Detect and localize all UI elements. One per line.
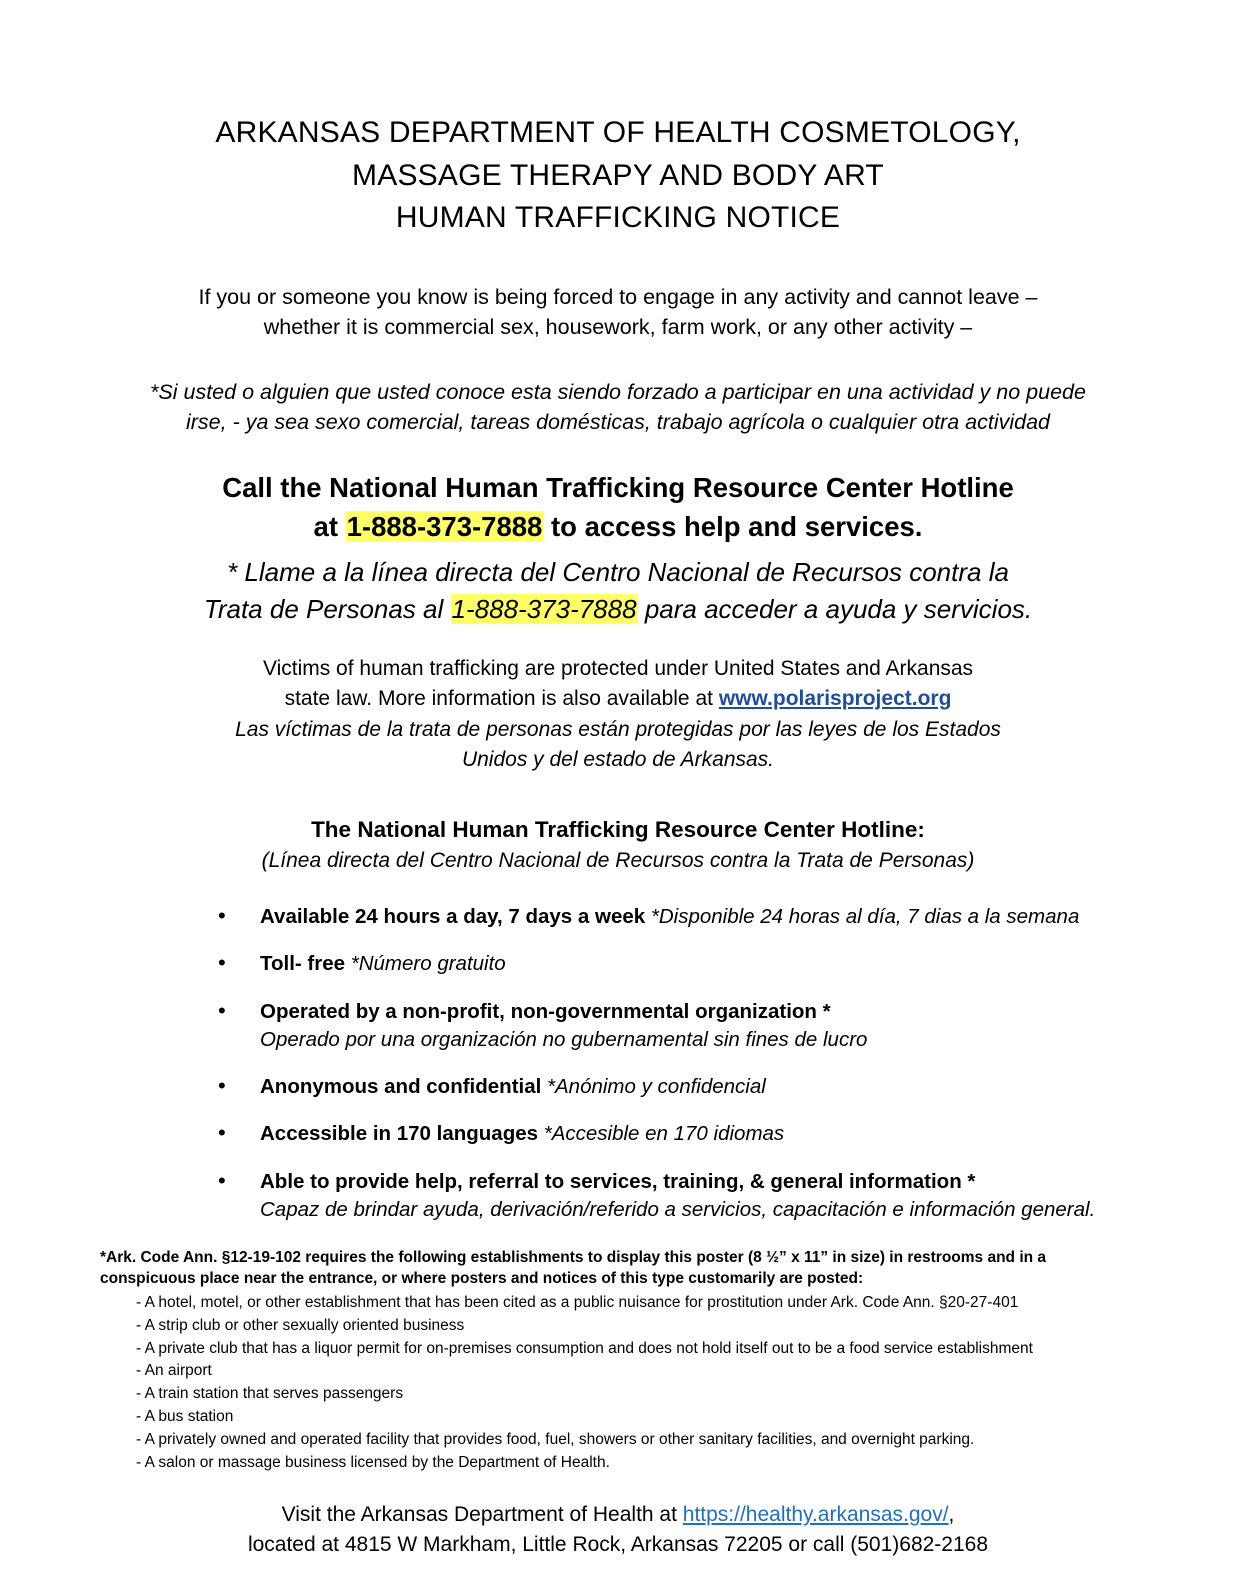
protection-english-prefix: state law. More information is also available at (284, 686, 713, 710)
polaris-project-link[interactable]: www.polarisproject.org (718, 686, 952, 710)
protection-spanish-line-2: Unidos y del estado de Arkansas. (461, 748, 775, 772)
legal-establishment-list (100, 1292, 1136, 1474)
cta-english-line-2 (100, 507, 1136, 546)
list-item (218, 1120, 1136, 1148)
list-item: - A hotel, motel, or other establishment that has been cited as a public nuisance for prostitution under Ark. Code Ann. §20-27-401 (136, 1294, 1019, 1312)
cta-spanish-prefix: Trata de Personas al (203, 593, 444, 624)
call-to-action-spanish (100, 554, 1136, 628)
list-item: - A strip club or other sexually oriented business (136, 1316, 465, 1334)
title-line-3: HUMAN TRAFFICKING NOTICE (395, 201, 841, 235)
intro-spanish (100, 377, 1136, 438)
cta-english-line-1: Call the National Human Trafficking Resource Center Hotline (222, 471, 1014, 503)
feature-bold-text: Able to provide help, referral to services, training, & general information * (260, 1169, 976, 1193)
footer-line-2: located at 4815 W Markham, Little Rock, Arkansas 72205 or call (501)682-2168 (247, 1533, 989, 1557)
list-item (218, 950, 1136, 978)
protection-english-line-1: Victims of human trafficking are protected under United States and Arkansas (262, 656, 974, 680)
list-item (218, 1168, 1136, 1225)
list-item (218, 1073, 1136, 1101)
feature-bold-text: Available 24 hours a day, 7 days a week (260, 905, 646, 928)
list-item: - A bus station (136, 1408, 234, 1425)
list-item: - A privately owned and operated facility that provides food, fuel, showers or other sanitary facilities, and overnight parking. (136, 1430, 975, 1448)
hotline-phone-number-english: 1-888-373-7888 (346, 510, 543, 542)
feature-spanish-subline: Operado por una organización no gubernamental sin fines de lucro (260, 1027, 868, 1051)
intro-english-line-1: If you or someone you know is being forced to engage in any activity and cannot leave – (198, 284, 1038, 309)
cta-spanish-suffix: para acceder a ayuda y servicios. (644, 593, 1033, 624)
intro-spanish-line-1: *Si usted o alguien que usted conoce esta siendo forzado a participar en una actividad y no puede (150, 379, 1086, 404)
hotline-heading-english: The National Human Trafficking Resource Center Hotline: (311, 817, 925, 842)
hotline-features-list (100, 903, 1136, 1224)
list-item (218, 903, 1136, 931)
list-item: - A train station that serves passengers (136, 1385, 404, 1403)
intro-english-line-2: whether it is commercial sex, housework, farm work, or any other activity – (263, 315, 973, 340)
list-item: - A salon or massage business licensed by the Department of Health. (136, 1453, 610, 1471)
protection-note-spanish (100, 715, 1136, 775)
call-to-action-english (100, 468, 1136, 546)
protection-spanish-line-1: Las víctimas de la trata de personas están protegidas por las leyes de los Estados (235, 718, 1001, 742)
feature-bold-text: Anonymous and confidential (260, 1075, 542, 1099)
page-title (100, 0, 1136, 240)
list-item (218, 998, 1136, 1055)
intro-english (100, 282, 1136, 343)
feature-bold-text: Toll- free (260, 952, 346, 976)
feature-italic-text: *Disponible 24 horas al día, 7 dias a la semana (645, 905, 1080, 928)
legal-fine-print (100, 1248, 1136, 1474)
footer-contact (100, 1500, 1136, 1560)
cta-spanish-line-2 (100, 591, 1136, 628)
feature-italic-text: *Accesible en 170 idiomas (538, 1122, 785, 1146)
footer-prefix: Visit the Arkansas Department of Health at (281, 1503, 677, 1527)
title-line-2: MASSAGE THERAPY AND BODY ART (352, 158, 884, 192)
list-item: - An airport (136, 1362, 212, 1380)
footer-line-1 (100, 1500, 1136, 1530)
list-item: - A private club that has a liquor permit for on-premises consumption and does not hold itself out to be a food service establishment (136, 1339, 1033, 1357)
feature-spanish-subline: Capaz de brindar ayuda, derivación/referido a servicios, capacitación e información general. (260, 1197, 1096, 1221)
cta-spanish-line-1: * Llame a la línea directa del Centro Nacional de Recursos contra la (227, 556, 1009, 587)
title-line-1: ARKANSAS DEPARTMENT OF HEALTH COSMETOLOGY, (215, 116, 1021, 149)
health-department-link[interactable]: https://healthy.arkansas.gov/ (682, 1503, 949, 1527)
feature-italic-text: *Número gratuito (345, 952, 506, 976)
intro-spanish-line-2: irse, - ya sea sexo comercial, tareas domésticas, trabajo agrícola o cualquier otra actividad (186, 410, 1050, 435)
footer-comma: , (948, 1503, 955, 1527)
hotline-heading-spanish: (Línea directa del Centro Nacional de Recursos contra la Trata de Personas) (261, 849, 975, 872)
cta-english-tail: to access help and services. (551, 510, 923, 542)
protection-note-english (100, 654, 1136, 714)
feature-italic-text: *Anónimo y confidencial (541, 1075, 766, 1099)
feature-bold-text: Accessible in 170 languages (260, 1122, 539, 1146)
legal-lead-text: *Ark. Code Ann. §12-19-102 requires the following establishments to display this poster (8 ½” x 11” in size) in restrooms and in a conspicuous place near the entrance, or where posters and notices of this type customarily are posted: (100, 1249, 1047, 1288)
feature-bold-text: Operated by a non-profit, non-governmental organization * (260, 999, 831, 1023)
hotline-phone-number-spanish: 1-888-373-7888 (451, 593, 637, 624)
cta-english-at: at (313, 510, 338, 542)
protection-english-line-2 (100, 684, 1136, 714)
